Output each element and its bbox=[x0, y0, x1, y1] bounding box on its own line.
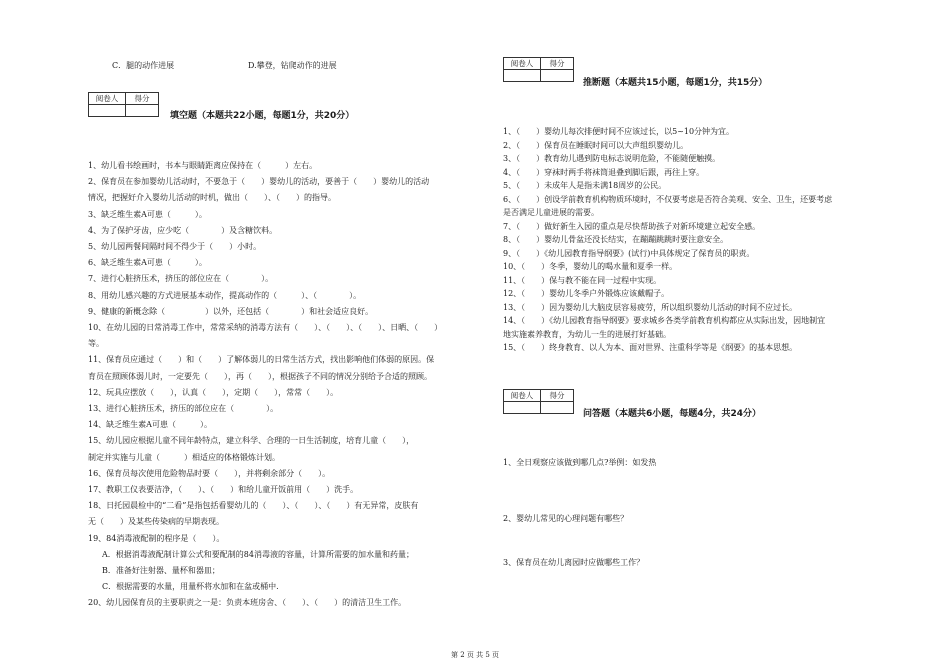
judge-line: 5、（ ）未成年人是指未满18周岁的公民。 bbox=[503, 181, 667, 190]
fill-line: 等。 bbox=[88, 339, 104, 349]
fill-line: 制定并实施与儿童（ ）相适应的体格锻炼计划。 bbox=[88, 452, 280, 462]
judge-line: 9、（ ）《幼儿园教育指导纲要》(试行)中具体规定了保育员的职责。 bbox=[503, 248, 755, 258]
fill-line: 情况，把握好介入婴幼儿活动的时机，做出（ ）、（ ）的指导。 bbox=[88, 193, 336, 203]
fill-line: 3、缺乏维生素A可患（ ）。 bbox=[88, 209, 207, 219]
reviewer-label: 阅卷人 bbox=[504, 58, 541, 70]
fill-line: 20、幼儿园保育员的主要职责之一是：负责本班房舍、（ ）、（ ）的清洁卫生工作。 bbox=[88, 598, 407, 608]
fill-line: 育员在照顾体弱儿时，一定要先（ ），再（ ），根据孩子不同的情况分别给予合适的照顾。 bbox=[88, 371, 432, 381]
judge-line: 2、（ ）保育员在睡眠时间可以大声组织婴幼儿。 bbox=[503, 140, 689, 150]
judge-line: 14、（ ）《幼儿园教育指导纲要》要求城乡各类学前教育机构都应从实际出发，因地制宜 bbox=[503, 316, 826, 325]
fill-line: 13、进行心脏挤压术，挤压的部位应在（ ）。 bbox=[88, 404, 279, 413]
fill-line: 11、保育员应通过（ ）和（ ）了解体弱儿的日常生活方式，找出影响他们体弱的原因。保 bbox=[88, 355, 435, 365]
qa-section-title: 问答题（本题共6小题，每题4分，共24分） bbox=[583, 409, 762, 419]
judge-line: 8、（ ）婴幼儿骨盆还没长结实，在蹦蹦跳跳时要注意安全。 bbox=[503, 235, 729, 244]
fill-line: 无（ ）及某些传染病的早期表现。 bbox=[88, 517, 224, 527]
judge-line: 地实施素养教育，为幼儿一生的进展打好基础。 bbox=[503, 329, 671, 339]
fill-line: 10、在幼儿园的日常消毒工作中，常常采纳的消毒方法有（ ）、（ ）、（ ）、日晒、（ ） bbox=[88, 323, 443, 332]
score-cell bbox=[126, 105, 159, 117]
score-cell bbox=[541, 70, 574, 82]
fill-line: 17、教职工仪表要洁净，（ ）、（ ）和给儿童开饭前用（ ）洗手。 bbox=[88, 485, 359, 494]
fill-line: C．根据需要的水量，用量杯将水加和在盆或桶中. bbox=[102, 582, 279, 592]
judge-section-title: 推断题（本题共15小题，每题1分，共15分） bbox=[583, 78, 768, 88]
fill-line: 19、84消毒液配制的程序是（ ）。 bbox=[88, 533, 225, 543]
judge-line: 1、（ ）婴幼儿每次排便时间不应该过长，以5~10分钟为宜。 bbox=[503, 127, 735, 136]
score-cell bbox=[541, 402, 574, 414]
judge-line: 12、（ ）婴幼儿冬季户外锻炼应该戴帽子。 bbox=[503, 289, 670, 298]
fill-line: 4、为了保护牙齿，应少吃（ ）及含糖饮料。 bbox=[88, 225, 278, 235]
fill-line: 8、用幼儿感兴趣的方式进展基本动作，提高动作的（ ）、（ ）。 bbox=[88, 290, 362, 300]
fill-line: 2、保育员在参加婴幼儿活动时，不要急于（ ）婴幼儿的活动，要善于（ ）婴幼儿的活动 bbox=[88, 177, 430, 187]
score-label: 得分 bbox=[541, 390, 574, 402]
judge-line: 10、（ ）冬季，婴幼儿的喝水量和夏季一样。 bbox=[503, 262, 678, 271]
judge-score-box bbox=[503, 57, 574, 82]
fill-line: 6、缺乏维生素A可患（ ）。 bbox=[88, 258, 207, 268]
fill-line: 1、幼儿看书绘画时，书本与眼睛距离应保持在（ ）左右。 bbox=[88, 161, 318, 170]
reviewer-cell bbox=[504, 70, 541, 82]
judge-line: 15、（ ）终身教育、以人为本、面对世界、注重科学等是《纲要》的基本思想。 bbox=[503, 343, 798, 352]
judge-line: 是否满足儿童进展的需要。 bbox=[503, 208, 599, 217]
qa-question: 3、保育员在幼儿离园时应做哪些工作？ bbox=[503, 558, 645, 567]
judge-line: 13、（ ）因为婴幼儿大脑皮层容易疲劳，所以组织婴幼儿活动的时间不应过长。 bbox=[503, 302, 798, 312]
reviewer-cell bbox=[504, 402, 541, 414]
fill-line: 16、保育员每次使用危险物品时要（ ），并将剩余部分（ ）。 bbox=[88, 468, 331, 478]
fill-score-box bbox=[88, 92, 159, 117]
score-label: 得分 bbox=[541, 58, 574, 70]
reviewer-label: 阅卷人 bbox=[89, 93, 126, 105]
fill-section-title: 填空题（本题共22小题，每题1分，共20分） bbox=[170, 111, 355, 121]
qa-score-box bbox=[503, 389, 574, 414]
option-c: C．腿的动作进展 bbox=[112, 61, 175, 70]
judge-line: 7、（ ）做好新生入园的重点是尽快帮助孩子对新环境建立起安全感。 bbox=[503, 221, 761, 231]
judge-line: 4、（ ）穿袜时两手将袜筒退叠到脚后跟，再往上穿。 bbox=[503, 167, 705, 177]
fill-line: 18、日托园晨检中的“二看”是指包括看婴幼儿的（ ）、（ ）、（ ）有无异常，皮肤有 bbox=[88, 501, 419, 511]
judge-line: 11、（ ）保与教不能在同一过程中实现。 bbox=[503, 275, 662, 285]
fill-line: B．准备好注射器、量杯和器皿； bbox=[102, 566, 220, 575]
fill-line: 15、幼儿园应根据儿童不同年龄特点，建立科学、合理的一日生活制度，培育儿童（ ）， bbox=[88, 436, 415, 446]
fill-line: 9、健康的新概念除（ ）以外，还包括（ ）和社会适应良好。 bbox=[88, 306, 374, 316]
fill-line: 5、幼儿园两餐间隔时间不得少于（ ）小时。 bbox=[88, 242, 262, 251]
fill-line: 14、缺乏维生素A可患（ ）。 bbox=[88, 420, 212, 430]
fill-line: 7、进行心脏挤压术，挤压的部位应在（ ）。 bbox=[88, 274, 274, 284]
judge-line: 6、（ ）创设学前教育机构物质环境时，不仅要考虑是否符合美观、安全、卫生，还要考虑 bbox=[503, 194, 833, 204]
fill-line: A．根据消毒液配制计算公式和要配制的84消毒液的容量，计算所需要的加水量和药量； bbox=[102, 549, 414, 559]
reviewer-cell bbox=[89, 105, 126, 117]
qa-question: 2、婴幼儿常见的心理问题有哪些？ bbox=[503, 514, 629, 523]
reviewer-label: 阅卷人 bbox=[504, 390, 541, 402]
score-label: 得分 bbox=[126, 93, 159, 105]
option-d: D.攀登，钻爬动作的进展 bbox=[248, 61, 337, 70]
qa-question: 1、全日观察应该做到哪几点?举例：如发热 bbox=[503, 458, 657, 467]
judge-line: 3、（ ）教育幼儿遇到防电标志说明危险，不能随便触摸。 bbox=[503, 154, 721, 163]
fill-line: 12、玩具应摆放（ ），认真（ ），定期（ ），常常（ ）。 bbox=[88, 387, 339, 397]
page-footer: 第 2 页 共 5 页 bbox=[450, 651, 500, 659]
